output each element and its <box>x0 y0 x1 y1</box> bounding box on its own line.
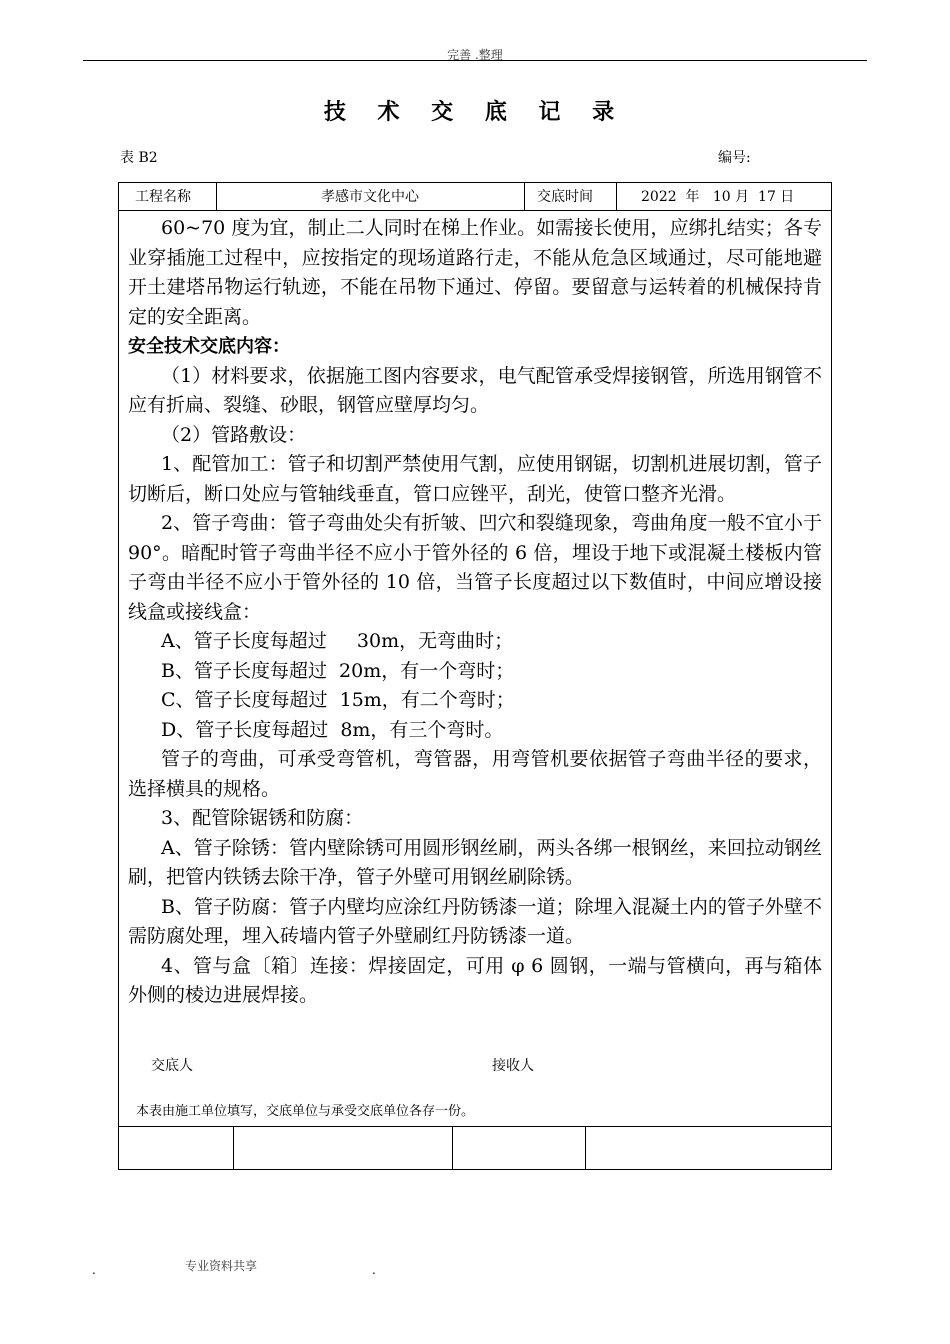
paragraph: 2、管子弯曲：管子弯曲处尖有折皱、凹穴和裂缝现象，弯曲角度一般不宜小于 90°。暗配时管子弯曲半径不应小于管外径的 6 倍，埋设于地下或混凝土楼板内管子弯由半径不应小于管外径的 10 倍，当管子长度超过以下数值时，中间应增设接线盒或接线盒： <box>128 512 822 623</box>
signature-row-divider <box>119 1126 831 1127</box>
column-divider <box>233 1126 234 1170</box>
column-divider <box>616 183 617 210</box>
receiver-date-cell[interactable] <box>589 1133 825 1163</box>
paragraph: B、管子防腐：管子内壁均应涂红丹防锈漆一道；除埋入混凝土内的管子外壁不需防腐处理，埋入砖墙内管子外壁刷红丹防锈漆一道。 <box>128 895 822 947</box>
list-item: B、管子长度每超过 20m，有一个弯时； <box>161 659 515 682</box>
paragraph: 1、配管加工：管子和切割严禁使用气割，应使用钢锯，切割机进展切割，管子切断后，断口处应与管轴线垂直，管口应锉平，刮光，使管口整齐光滑。 <box>128 453 822 505</box>
paragraph: 4、管与盒〔箱〕连接：焊接固定，可用 φ 6 圆钢，一端与管横向，再与箱体外侧的棱边进展焊接。 <box>128 954 822 1006</box>
paragraph: （2）管路敷设： <box>161 423 307 446</box>
footer-dot-right: . <box>372 1263 376 1277</box>
giver-signature-cell[interactable] <box>123 1133 229 1163</box>
section-heading: 安全技术交底内容： <box>128 336 290 357</box>
page-header: 完善 .整理 <box>447 48 503 62</box>
briefing-giver-label: 交底人 <box>151 1058 193 1074</box>
list-item: C、管子长度每超过 15m，有二个弯时； <box>161 689 515 711</box>
column-divider <box>524 183 525 210</box>
header-row-divider <box>119 210 831 211</box>
header-rule <box>83 60 867 61</box>
list-item: D、管子长度每超过 8m，有三个弯时。 <box>161 718 504 741</box>
column-divider <box>585 1126 586 1170</box>
column-divider <box>452 1126 453 1170</box>
briefing-date-label: 交底时间 <box>537 189 593 205</box>
project-name-value: 孝感市文化中心 <box>321 189 419 205</box>
project-name-label: 工程名称 <box>135 189 191 205</box>
briefing-date-value: 2022 年 10 月 17 日 <box>641 189 795 205</box>
paragraph: 管子的弯曲，可承受弯管机，弯管器，用弯管机要依据管子弯曲半径的要求，选择横具的规格。 <box>128 748 822 800</box>
footer-text: 专业资料共享 <box>185 1259 258 1273</box>
giver-date-cell[interactable] <box>237 1133 447 1163</box>
briefing-receiver-label: 接收人 <box>492 1058 534 1074</box>
paragraph: （1）材料要求，依据施工图内容要求，电气配管承受焊接钢管，所选用钢管不应有折扁、裂缝、砂眼，钢管应壁厚均匀。 <box>128 364 822 416</box>
paragraph: 3、配管除锯锈和防腐： <box>161 807 364 829</box>
footer-dot-left: . <box>92 1263 96 1277</box>
paragraph: 60~70 度为宜，制止二人同时在梯上作业。如需接长使用，应绑扎结实；各专业穿插施工过程中，应按指定的现场道路行走，不能从危急区域通过，尽可能地避开土建塔吊物运行轨迹，不能在吊物下通过、停留。要留意与运转着的机械保持肯定的安全距离。 <box>128 217 822 328</box>
list-item: A、管子长度每超过 30m，无弯曲时； <box>161 630 514 652</box>
paragraph: A、管子除锈：管内壁除锈可用圆形钢丝刷，两头各绑一根钢丝，来回拉动钢丝刷，把管内铁锈去除干净，管子外壁可用钢丝刷除锈。 <box>128 836 822 888</box>
document-title: 技 术 交 底 记 录 <box>323 99 627 125</box>
serial-number-label: 编号: <box>718 150 751 166</box>
briefing-content <box>128 214 822 1011</box>
table-note: 本表由施工单位填写，交底单位与承受交底单位各存一份。 <box>136 1104 475 1119</box>
receiver-signature-cell[interactable] <box>456 1133 581 1163</box>
form-number: 表 B2 <box>120 150 158 166</box>
